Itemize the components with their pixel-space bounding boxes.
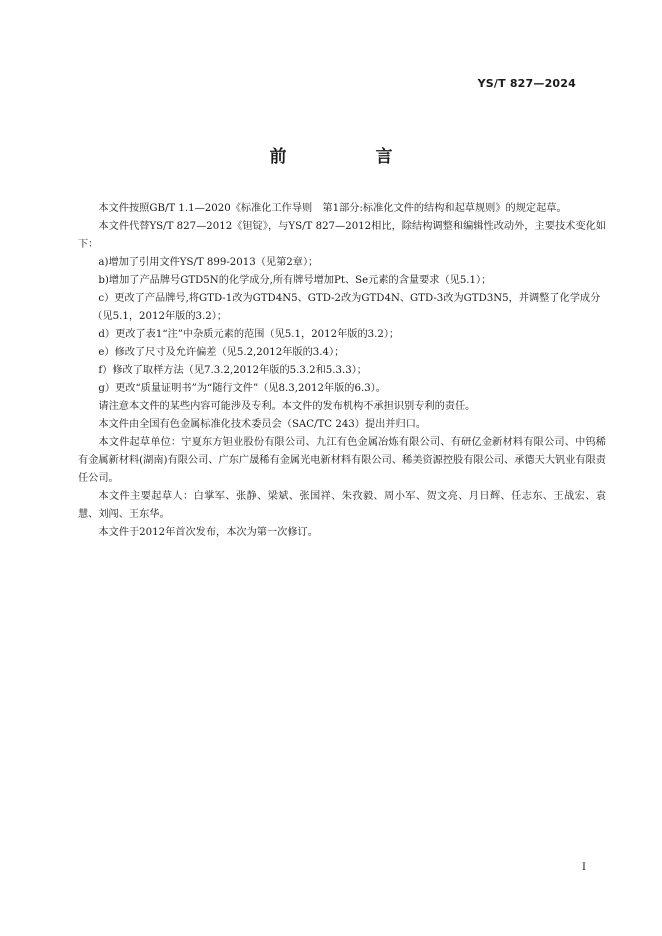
drafters-list: 本文件主要起草人：白掌军、张静、梁斌、张国祥、朱孜毅、周小军、贺文亮、月日辉、任志东、王战宏、袁慧、刘闯、王东华。 [78,491,606,520]
change-item-c-line1: c）更改了产品牌号,将GTD-1改为GTD4N5、GTD-2改为GTD4N、GTD-3改为GTD3N5，并调整了化学成分 [98,293,601,304]
change-item-f: f）修改了取样方法（见7.3.2,2012年版的5.3.2和5.3.3）； [98,365,367,376]
change-item-g: g）更改“质量证明书”为“随行文件”（见8.3,2012年版的6.3）。 [98,383,386,394]
change-item-e: e）修改了尺寸及允许偏差（见5.2,2012年版的3.4）； [98,347,345,358]
body-text [78,200,606,542]
intro-paragraph-replacement: 本文件代替YS/T 827—2012《钽锭》，与YS/T 827—2012相比，除结构调整和编辑性改动外，主要技术变化如下： [78,221,606,250]
patent-notice: 请注意本文件的某些内容可能涉及专利。本文件的发布机构不承担识别专利的责任。 [98,401,476,412]
committee-statement: 本文件由全国有色金属标准化技术委员会（SAC/TC 243）提出并归口。 [98,419,427,430]
change-item-a: a)增加了引用文件YS/T 899-2013（见第2章）； [98,257,319,268]
change-item-c [78,290,606,326]
page-number: I [582,862,586,873]
publication-history: 本文件于2012年首次发布，本次为第一次修订。 [98,527,318,538]
change-item-d: d）更改了表1“注”中杂质元素的范围（见5.1，2012年版的3.2）； [98,329,400,340]
standard-code: YS/T 827—2024 [477,77,576,90]
page-title: 前 言 [269,147,429,167]
intro-paragraph-structure: 本文件按照GB/T 1.1—2020《标准化工作导则 第1部分:标准化文件的结构和起草规则》的规定起草。 [98,203,567,214]
change-item-b: b)增加了产品牌号GTD5N的化学成分,所有牌号增加Pt、Se元素的含量要求（见5.1）； [98,275,492,286]
change-item-c-line2: （见5.1，2012年版的3.2）； [92,311,228,322]
drafting-units: 本文件起草单位：宁夏东方钽业股份有限公司、九江有色金属冶炼有限公司、有研亿金新材料有限公司、中钨稀有金属新材料(湖南)有限公司、广东广晟稀有金属光电新材料有限公司、稀美资源控股有限公司、承德天大钒业有限责任公司。 [78,437,606,484]
